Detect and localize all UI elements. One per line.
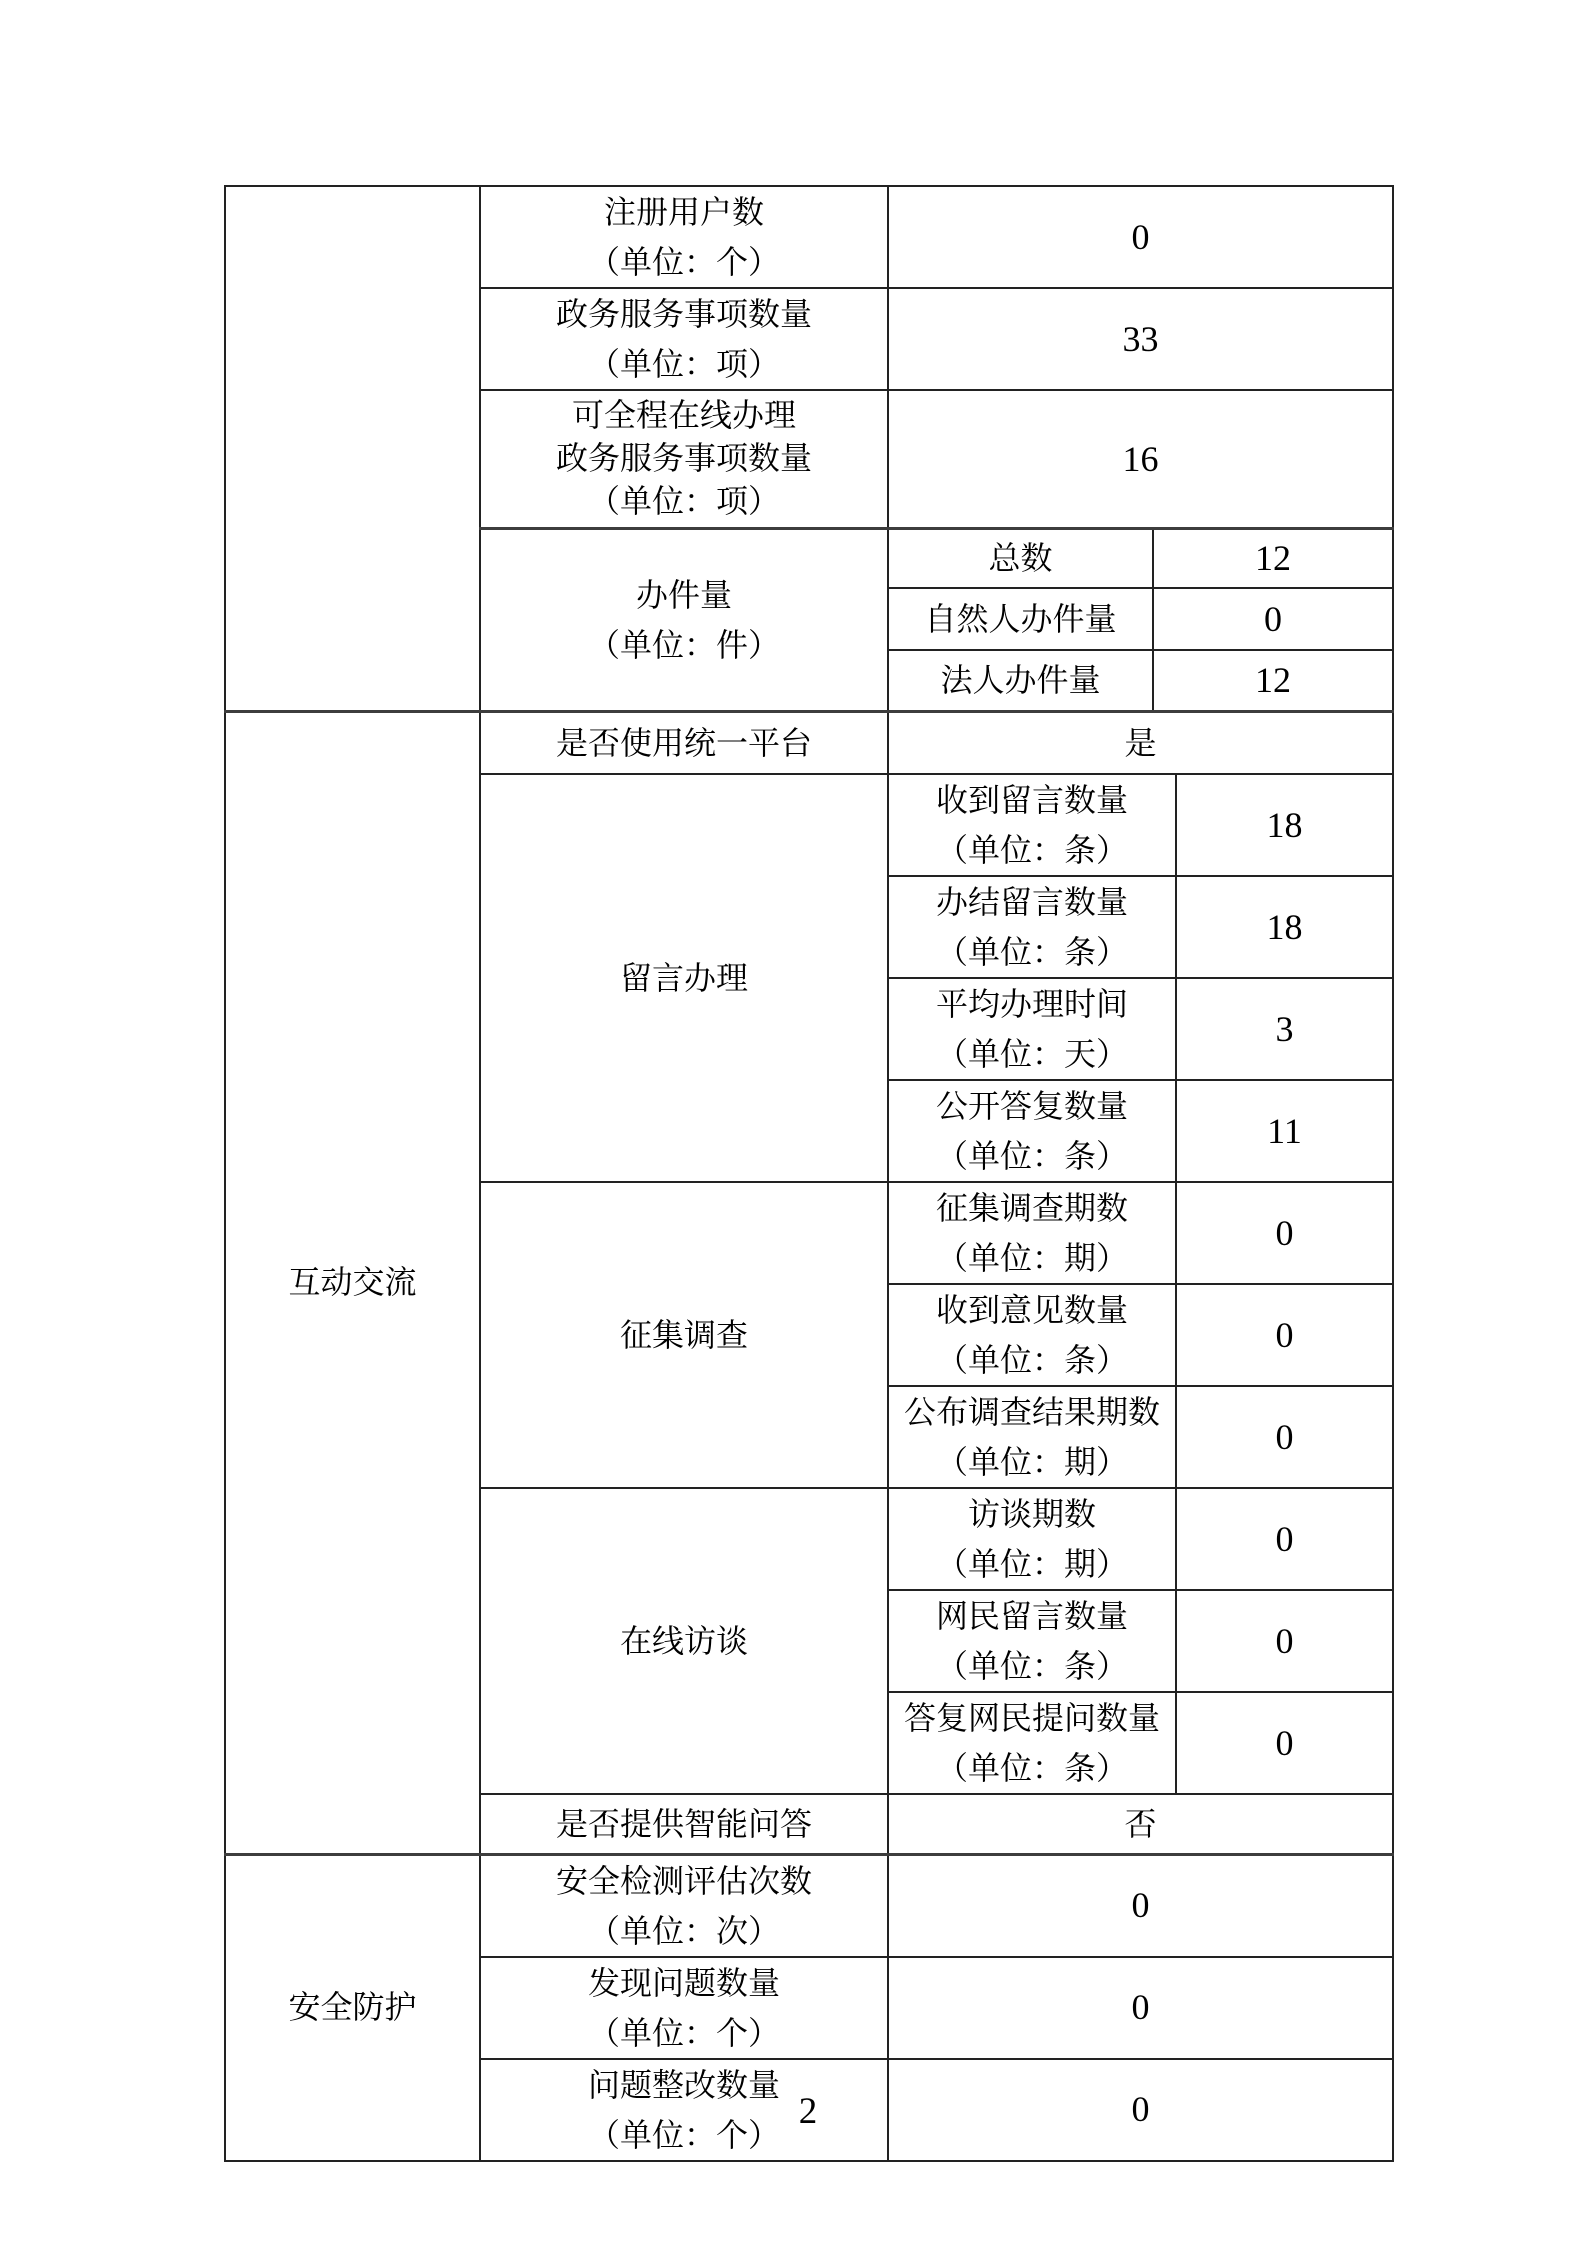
unit-text: （单位：项） bbox=[587, 483, 780, 520]
sublabel-netizen-messages bbox=[888, 1590, 1176, 1692]
value-problems-fixed: 0 bbox=[888, 2059, 1393, 2161]
label-gov-service-items bbox=[480, 288, 888, 390]
value-public-replies: 11 bbox=[1176, 1080, 1393, 1182]
label-text: 办结留言数量 bbox=[935, 884, 1128, 920]
unit-text: （单位：条） bbox=[935, 832, 1128, 868]
label-message-handling: 留言办理 bbox=[480, 774, 888, 1182]
page-number: 2 bbox=[798, 2091, 818, 2132]
label-survey: 征集调查 bbox=[480, 1182, 888, 1488]
sublabel-avg-handle-time bbox=[888, 978, 1176, 1080]
value-messages-completed: 18 bbox=[1176, 876, 1393, 978]
sublabel-survey-periods bbox=[888, 1182, 1176, 1284]
label-text: 政务服务事项数量 bbox=[555, 440, 812, 477]
label-security-checks bbox=[480, 1854, 888, 1957]
sublabel-survey-opinions bbox=[888, 1284, 1176, 1386]
label-online-interview: 在线访谈 bbox=[480, 1488, 888, 1794]
value-netizen-messages: 0 bbox=[1176, 1590, 1393, 1692]
label-case-volume bbox=[480, 528, 888, 711]
value-security-checks: 0 bbox=[888, 1854, 1393, 1957]
unit-text: （单位：天） bbox=[935, 1036, 1128, 1072]
label-text: 问题整改数量 bbox=[587, 2066, 780, 2103]
label-smart-qa: 是否提供智能问答 bbox=[480, 1794, 888, 1854]
unit-text: （单位：条） bbox=[935, 934, 1128, 970]
unit-text: （单位：条） bbox=[935, 1750, 1128, 1786]
value-gov-service-items: 33 bbox=[888, 288, 1393, 390]
value-full-online-items: 16 bbox=[888, 390, 1393, 528]
unit-text: （单位：件） bbox=[587, 626, 780, 663]
sublabel-interview-periods bbox=[888, 1488, 1176, 1590]
sublabel-netizen-replies bbox=[888, 1692, 1176, 1794]
unit-text: （单位：次） bbox=[587, 1912, 780, 1949]
unit-text: （单位：期） bbox=[935, 1240, 1128, 1276]
label-text: 收到意见数量 bbox=[935, 1292, 1128, 1328]
sublabel-public-replies bbox=[888, 1080, 1176, 1182]
label-text: 答复网民提问数量 bbox=[903, 1700, 1160, 1736]
value-case-natural-person: 0 bbox=[1153, 588, 1393, 650]
value-registered-users: 0 bbox=[888, 186, 1393, 288]
value-interview-periods: 0 bbox=[1176, 1488, 1393, 1590]
value-avg-handle-time: 3 bbox=[1176, 978, 1393, 1080]
unit-text: （单位：期） bbox=[935, 1546, 1128, 1582]
unit-text: （单位：项） bbox=[587, 346, 780, 382]
label-text: 可全程在线办理 bbox=[571, 397, 796, 434]
label-text: 网民留言数量 bbox=[935, 1598, 1128, 1634]
label-registered-users bbox=[480, 186, 888, 288]
value-case-legal-person: 12 bbox=[1153, 650, 1393, 711]
unit-text: （单位：个） bbox=[587, 2014, 780, 2051]
sublabel-survey-results bbox=[888, 1386, 1176, 1488]
unit-text: （单位：期） bbox=[935, 1444, 1128, 1480]
value-smart-qa: 否 bbox=[888, 1794, 1393, 1854]
unit-text: （单位：个） bbox=[587, 244, 780, 280]
sublabel-case-natural-person: 自然人办件量 bbox=[888, 588, 1153, 650]
value-survey-periods: 0 bbox=[1176, 1182, 1393, 1284]
value-problems-found: 0 bbox=[888, 1957, 1393, 2059]
label-text: 访谈期数 bbox=[967, 1496, 1096, 1532]
sublabel-messages-received bbox=[888, 774, 1176, 876]
label-text: 公布调查结果期数 bbox=[903, 1394, 1160, 1430]
label-text: 办件量 bbox=[635, 576, 732, 613]
value-survey-opinions: 0 bbox=[1176, 1284, 1393, 1386]
label-text: 注册用户数 bbox=[603, 194, 764, 230]
label-full-online-items bbox=[480, 390, 888, 528]
category-cell-empty bbox=[225, 186, 480, 711]
value-survey-results: 0 bbox=[1176, 1386, 1393, 1488]
unit-text: （单位：个） bbox=[587, 2116, 780, 2153]
label-text: 公开答复数量 bbox=[935, 1088, 1128, 1124]
category-security: 安全防护 bbox=[225, 1854, 480, 2161]
unit-text: （单位：条） bbox=[935, 1138, 1128, 1174]
label-text: 征集调查期数 bbox=[935, 1190, 1128, 1226]
value-case-total: 12 bbox=[1153, 528, 1393, 588]
unit-text: （单位：条） bbox=[935, 1342, 1128, 1378]
unit-text: （单位：条） bbox=[935, 1648, 1128, 1684]
category-interaction: 互动交流 bbox=[225, 711, 480, 1854]
sublabel-case-legal-person: 法人办件量 bbox=[888, 650, 1153, 711]
label-text: 发现问题数量 bbox=[587, 1964, 780, 2001]
value-unified-platform: 是 bbox=[888, 711, 1393, 774]
label-text: 平均办理时间 bbox=[935, 986, 1128, 1022]
label-text: 收到留言数量 bbox=[935, 782, 1128, 818]
label-text: 安全检测评估次数 bbox=[555, 1862, 812, 1899]
label-unified-platform: 是否使用统一平台 bbox=[480, 711, 888, 774]
value-messages-received: 18 bbox=[1176, 774, 1393, 876]
sublabel-messages-completed bbox=[888, 876, 1176, 978]
value-netizen-replies: 0 bbox=[1176, 1692, 1393, 1794]
report-table bbox=[224, 185, 1394, 2162]
sublabel-case-total: 总数 bbox=[888, 528, 1153, 588]
label-problems-found bbox=[480, 1957, 888, 2059]
label-text: 政务服务事项数量 bbox=[555, 296, 812, 332]
